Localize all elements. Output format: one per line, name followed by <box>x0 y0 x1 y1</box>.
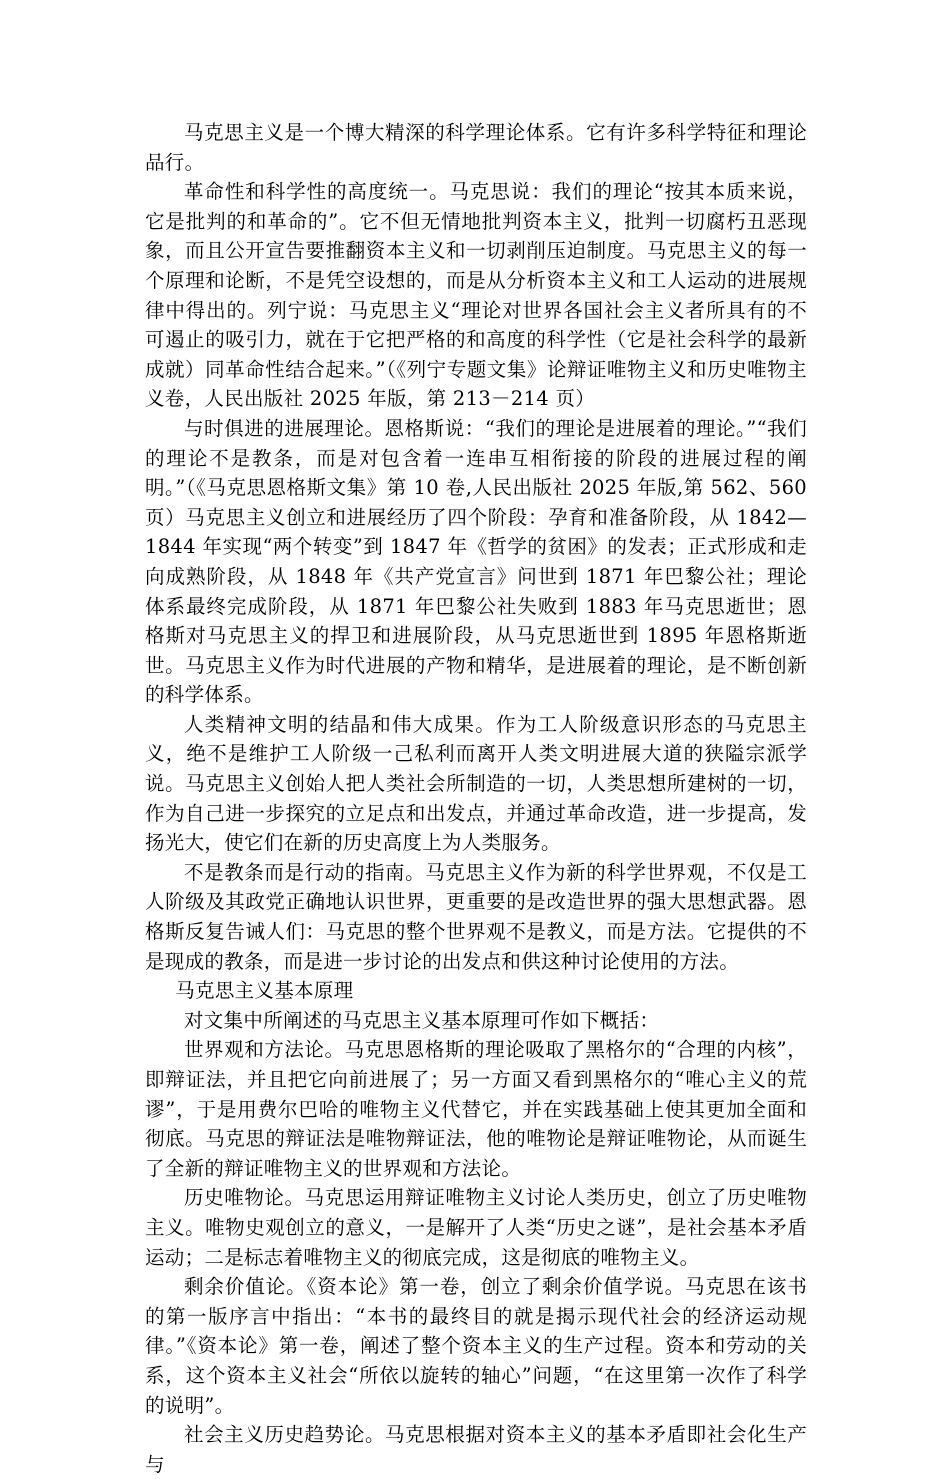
paragraph-developing-theory: 与时俱进的进展理论。恩格斯说：“我们的理论是进展着的理论。”“我们的理论不是教条，而是对包含着一连串互相衔接的阶段的进展过程的阐明。”（《马克思恩格斯文集》第 10 卷,人民出版社 2025 年版,第 562、560 页）马克思主义创立和进展经历了四个阶段：孕育和准备阶段，从 1842—1844 年实现“两个转变”到 1847 年《哲学的贫困》的发表；正式形成和走向成熟阶段，从 1848 年《共产党宣言》问世到 1871 年巴黎公社；理论体系最终完成阶段，从 1871 年巴黎公社失败到 1883 年马克思逝世；恩格斯对马克思主义的捍卫和进展阶段，从马克思逝世到 1895 年恩格斯逝世。马克思主义作为时代进展的产物和精华，是进展着的理论，是不断创新的科学体系。 <box>145 416 807 707</box>
paragraph-summary-intro: 对文集中所阐述的马克思主义基本原理可作如下概括： <box>184 1008 660 1032</box>
paragraph-intro: 马克思主义是一个博大精深的科学理论体系。它有许多科学特征和理论品行。 <box>145 121 807 174</box>
paragraph-historical-materialism: 历史唯物论。马克思运用辩证唯物主义讨论人类历史，创立了历史唯物主义。唯物史观创立的意义，一是解开了人类“历史之谜”，是社会基本矛盾运动；二是标志着唯物主义的彻底完成，这是彻底的唯物主义。 <box>145 1186 807 1269</box>
section-heading: 马克思主义基本原理 <box>175 979 354 1003</box>
paragraph-revolutionary-scientific: 革命性和科学性的高度统一。马克思说：我们的理论“按其本质来说，它是批判的和革命的”。它不但无情地批判资本主义，批判一切腐朽丑恶现象，而且公开宣告要推翻资本主义和一切剥削压迫制度。马克思主义的每一个原理和论断，不是凭空设想的，而是从分析资本主义和工人运动的进展规律中得出的。列宁说：马克思主义“理论对世界各国社会主义者所具有的不可遏止的吸引力，就在于它把严格的和高度的科学性（它是社会科学的最新成就）同革命性结合起来。”（《列宁专题文集》论辩证唯物主义和历史唯物主义卷，人民出版社 2025 年版，第 213－214 页） <box>145 180 807 411</box>
paragraph-guide-to-action: 不是教条而是行动的指南。马克思主义作为新的科学世界观，不仅是工人阶级及其政党正确地认识世界，更重要的是改造世界的强大思想武器。恩格斯反复告诫人们：马克思的整个世界观不是教义，而是方法。它提供的不是现成的教条，而是进一步讨论的出发点和供这种讨论使用的方法。 <box>145 860 807 973</box>
paragraph-surplus-value: 剩余价值论。《资本论》第一卷，创立了剩余价值学说。马克思在该书的第一版序言中指出：“本书的最终目的就是揭示现代社会的经济运动规律。”《资本论》第一卷，阐述了整个资本主义的生产过程。资本和劳动的关系，这个资本主义社会“所依以旋转的轴心”问题，“在这里第一次作了科学的说明”。 <box>145 1275 807 1417</box>
paragraph-socialism-trend: 社会主义历史趋势论。马克思根据对资本主义的基本矛盾即社会化生产与 <box>145 1423 807 1476</box>
paragraph-civilization-achievement: 人类精神文明的结晶和伟大成果。作为工人阶级意识形态的马克思主义，绝不是维护工人阶级一己私利而离开人类文明进展大道的狭隘宗派学说。马克思主义创始人把人类社会所制造的一切，人类思想所建树的一切，作为自己进一步探究的立足点和出发点，并通过革命改造，进一步提高，发扬光大，使它们在新的历史高度上为人类服务。 <box>145 712 807 855</box>
document-page <box>145 118 807 1479</box>
paragraph-worldview-methodology: 世界观和方法论。马克思恩格斯的理论吸取了黑格尔的“合理的内核”，即辩证法，并且把它向前进展了；另一方面又看到黑格尔的“唯心主义的荒谬”，于是用费尔巴哈的唯物主义代替它，并在实践基础上使其更加全面和彻底。马克思的辩证法是唯物辩证法，他的唯物论是辩证唯物论，从而诞生了全新的辩证唯物主义的世界观和方法论。 <box>145 1038 807 1180</box>
